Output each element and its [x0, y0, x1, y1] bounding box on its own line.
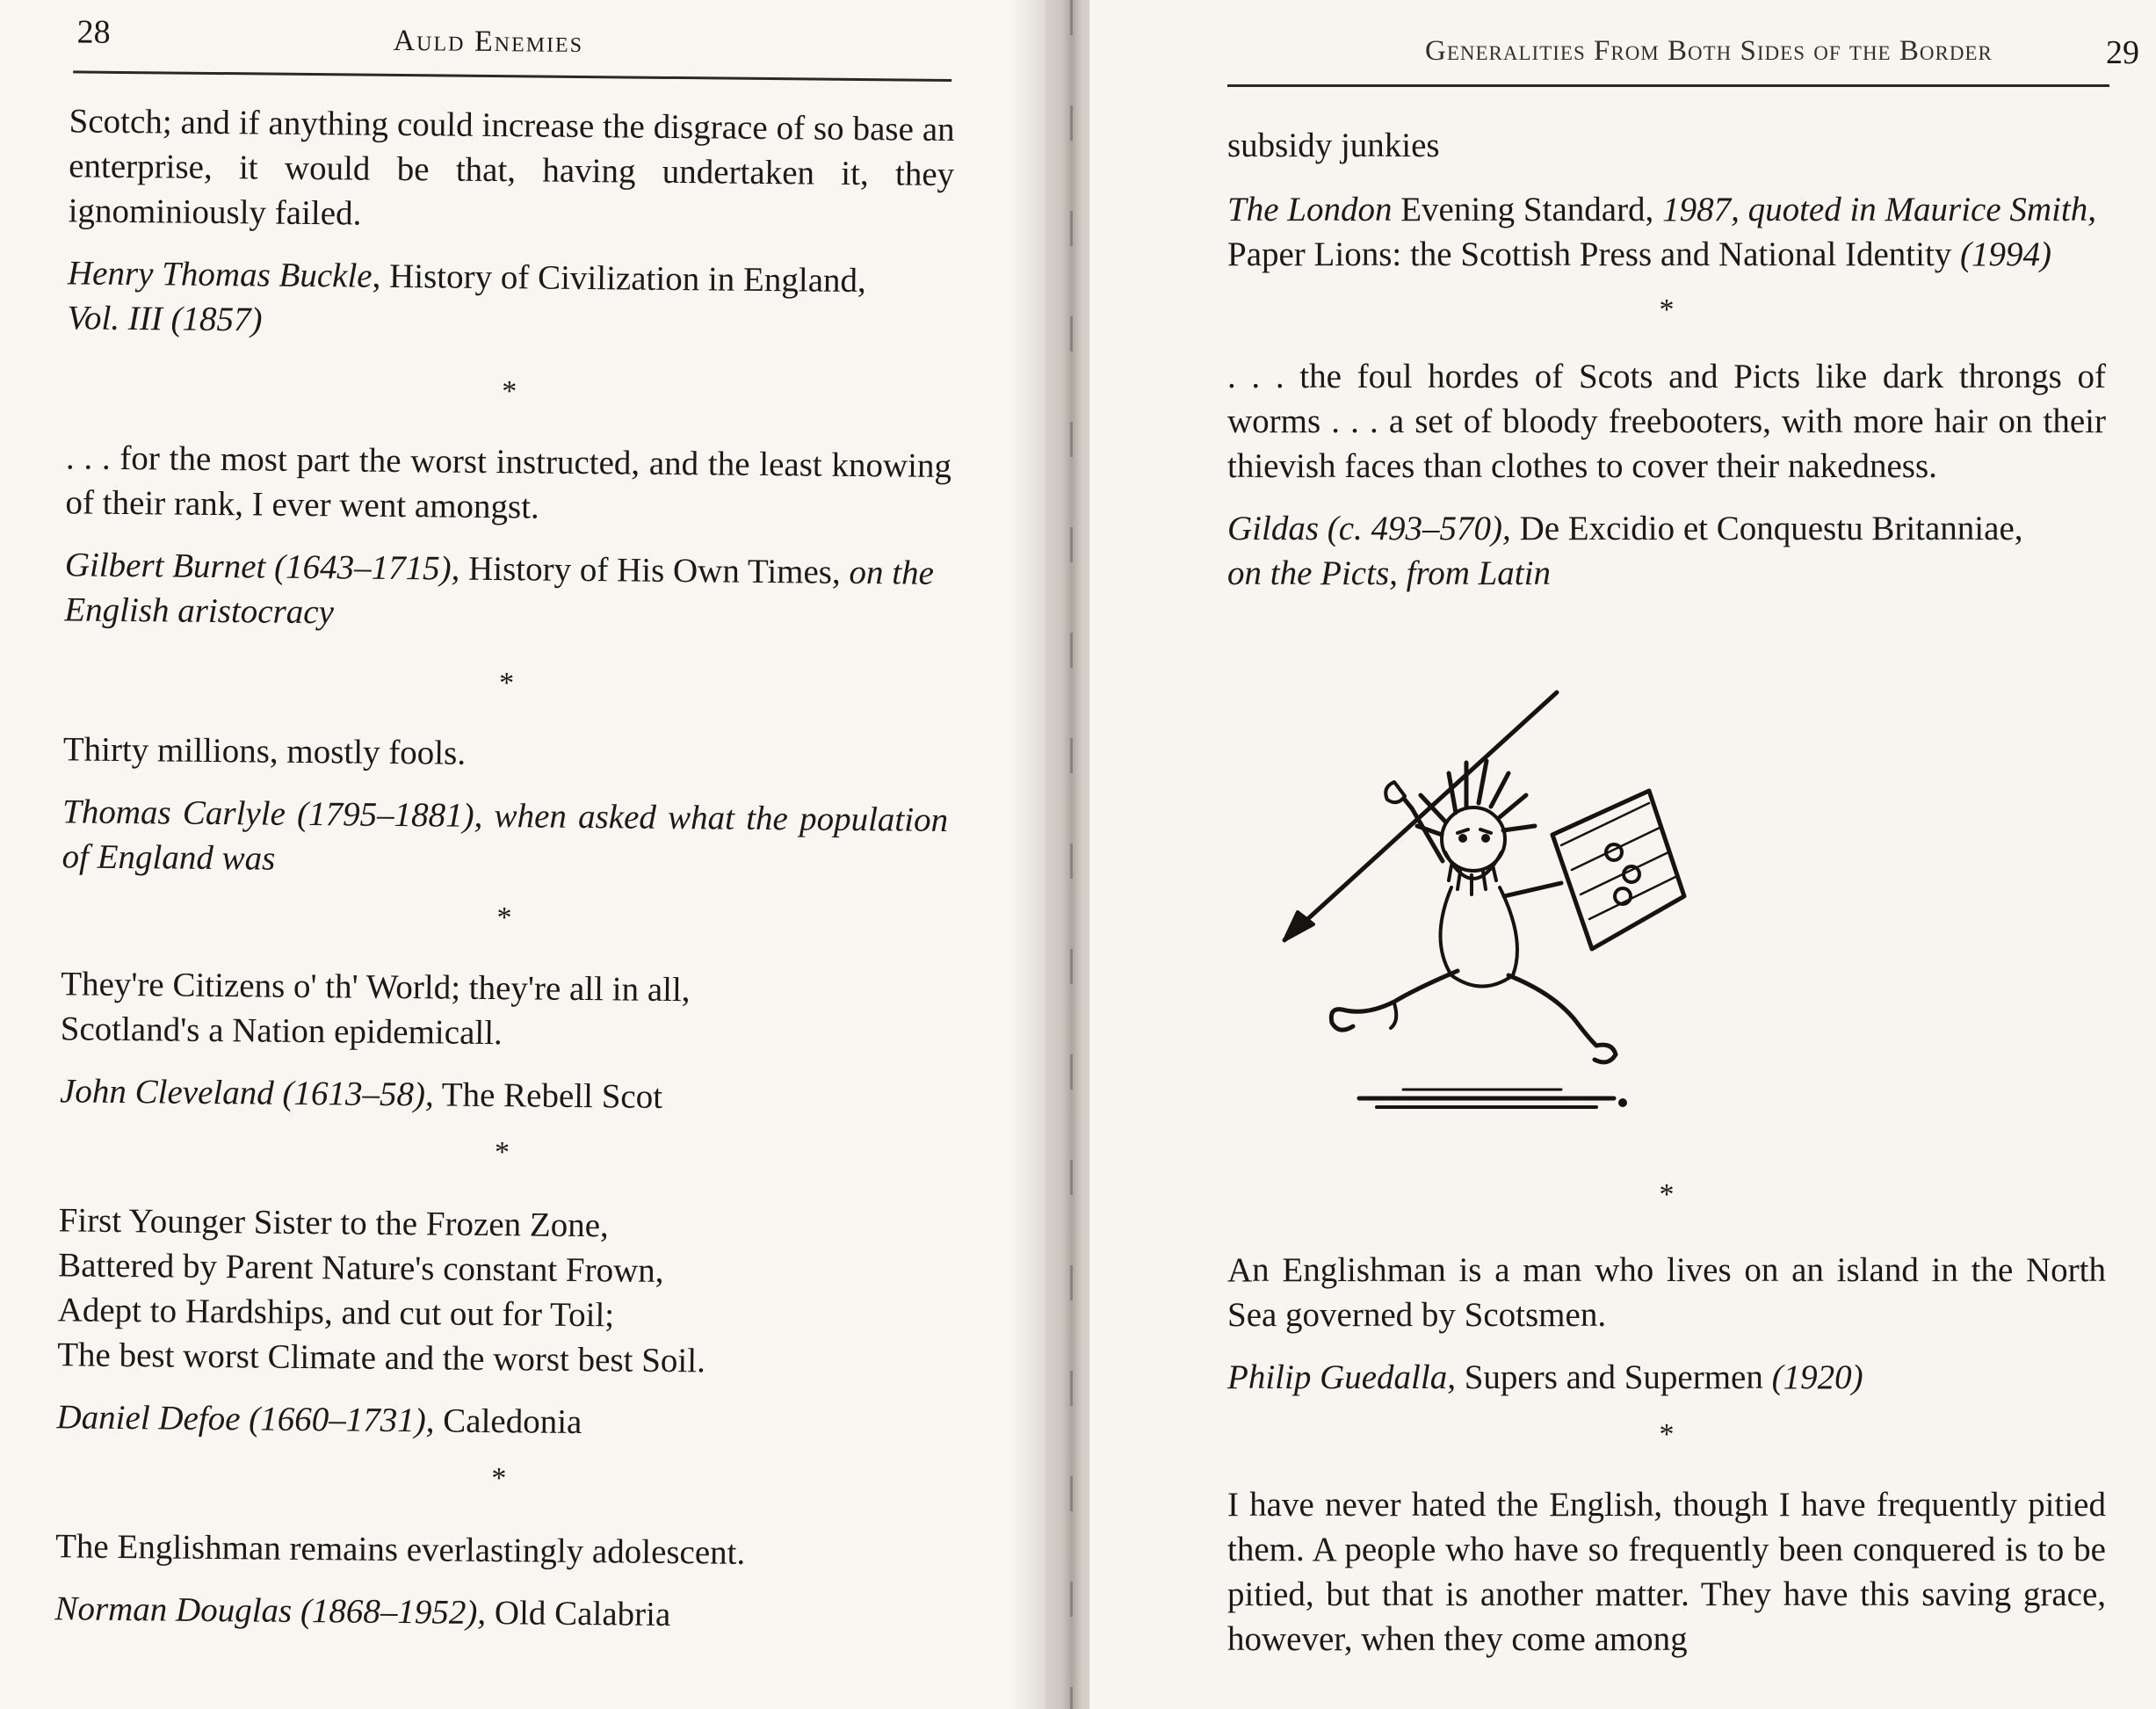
cite-title: History of His Own Times, — [467, 549, 841, 591]
header-rule — [73, 70, 951, 82]
pict-warrior-illustration — [1262, 685, 1807, 1125]
separator-asterisk: * — [502, 375, 517, 409]
verse-line: Battered by Parent Nature's constant Frown, — [57, 1246, 664, 1290]
cite-author: Henry Thomas Buckle — [67, 254, 373, 295]
separator-asterisk: * — [1659, 1178, 1675, 1211]
cite-author: Daniel Defoe (1660–1731), — [56, 1398, 435, 1440]
right-page-content — [1227, 0, 2139, 1658]
cite-author: John Cleveland (1613–58), — [59, 1072, 434, 1114]
verse-line: The best worst Climate and the worst best Soil. — [56, 1336, 706, 1380]
quote-citation: Thomas Carlyle (1795–1881), when asked what the population of England was — [61, 793, 949, 878]
page-number: 28 — [76, 13, 111, 51]
quote-citation — [1227, 187, 2106, 277]
quote-text: . . . for the most part the worst instructed, and the least knowing of their rank, I ever went amongst. — [65, 438, 952, 526]
quote-citation — [56, 1394, 942, 1448]
cite-part: Evening Standard, — [1400, 191, 1654, 228]
running-title: Generalities From Both Sides of the Border — [1425, 35, 1993, 67]
quote-citation — [1227, 1355, 2106, 1400]
left-running-head — [34, 0, 958, 88]
page-number: 29 — [2106, 34, 2139, 71]
right-running-head — [1227, 0, 2139, 97]
quote-text: I have never hated the English, though I have frequently pitied them. A people who have so frequently been conquered is to be pitied, but that is another matter. They have this saving grace, however, when they come among — [1227, 1486, 2106, 1658]
cite-part: 1987, quoted in Maurice Smith, — [1662, 191, 2096, 228]
right-text-block-lower — [1227, 1177, 2106, 1662]
verse-line: First Younger Sister to the Frozen Zone, — [58, 1201, 609, 1245]
cite-title: The Rebell Scot — [441, 1075, 663, 1116]
quote-citation — [54, 1586, 940, 1640]
cite-title: De Excidio et Conquestu Britanniae, — [1519, 510, 2023, 547]
verse-line: They're Citizens o' th' World; they're all in all, — [61, 965, 691, 1010]
cite-author: Philip Guedalla, — [1227, 1358, 1456, 1396]
separator-asterisk: * — [496, 902, 512, 935]
left-text-block — [54, 98, 955, 1640]
quote-text: subsidy junkies — [1227, 127, 1440, 164]
quote-citation — [64, 542, 951, 641]
cite-part: (1994) — [1960, 235, 2052, 273]
header-rule — [1227, 84, 2109, 87]
right-text-block — [1227, 123, 2106, 596]
cite-part: The London — [1227, 191, 1393, 228]
running-title: Auld Enemies — [393, 24, 584, 59]
separator-asterisk: * — [491, 1462, 507, 1495]
spear-shaft — [1284, 692, 1557, 940]
cite-note: (1920) — [1771, 1358, 1863, 1396]
quote-text: . . . the foul hordes of Scots and Picts like dark throngs of worms . . . a set of bloody freebooters, with more hair on their thievish faces than clothes to cover their nakedness. — [1227, 358, 2106, 485]
verse-line: Adept to Hardships, and cut out for Toil; — [57, 1291, 615, 1335]
cite-note: Vol. III (1857) — [67, 299, 263, 339]
cite-author: Gildas (c. 493–570), — [1227, 510, 1511, 547]
quote-citation — [60, 1068, 945, 1122]
quote-text: The Englishman remains everlastingly adolescent. — [54, 1527, 746, 1572]
separator-asterisk: * — [498, 667, 515, 700]
left-page-content — [34, 0, 958, 1634]
cite-note: on the English aristocracy — [64, 553, 935, 632]
cite-part: Paper Lions: the Scottish Press and National Identity — [1227, 235, 1952, 273]
gutter-binding-line — [1070, 0, 1073, 1709]
cite-title: Supers and Supermen — [1464, 1358, 1763, 1396]
quote-text: Thirty millions, mostly fools. — [62, 730, 467, 772]
verse-quote — [61, 961, 947, 1060]
separator-asterisk: * — [1659, 1418, 1675, 1451]
cite-title: Caledonia — [443, 1401, 582, 1442]
quote-citation: Henry Thomas Buckle, History of Civilization in England, Vol. III (1857) — [67, 254, 866, 339]
quote-citation — [1227, 506, 2106, 596]
cite-note: on the Picts, from Latin — [1227, 554, 1551, 592]
right-page — [1089, 0, 2156, 1709]
cite-title: History of Civilization in England, — [388, 257, 866, 301]
separator-asterisk: * — [1659, 293, 1675, 326]
cite-title: Old Calabria — [494, 1594, 671, 1634]
quote-text: Scotch; and if anything could increase the disgrace of so base an enterprise, it would be that, having undertaken it, they ignominiously failed. — [68, 102, 955, 233]
quote-text: An Englishman is a man who lives on an island in the North Sea governed by Scotsmen. — [1227, 1251, 2106, 1334]
left-page — [0, 0, 1045, 1709]
cite-author: Gilbert Burnet (1643–1715), — [64, 546, 460, 588]
verse-quote — [57, 1198, 944, 1386]
cite-author: Norman Douglas (1868–1952), — [54, 1590, 487, 1633]
verse-line: Scotland's a Nation epidemicall. — [60, 1010, 503, 1053]
separator-asterisk: * — [494, 1136, 510, 1170]
